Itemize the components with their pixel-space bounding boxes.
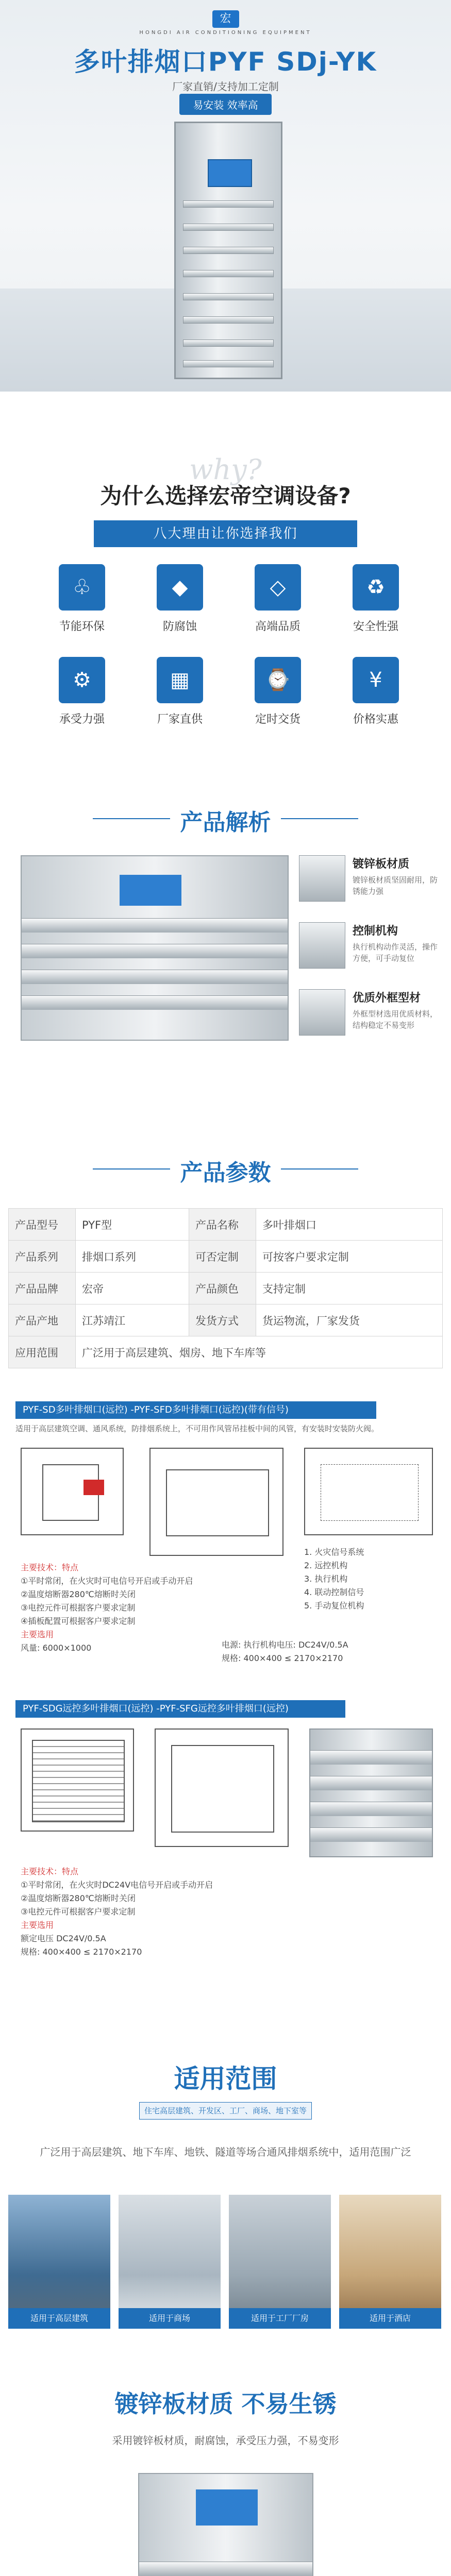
spec-line: 电源: 执行机构电压: DC24V/0.5A — [222, 1640, 348, 1650]
param-key: 应用范围 — [9, 1336, 76, 1368]
application-caption: 适用于商场 — [119, 2308, 221, 2329]
heading-line — [281, 818, 358, 819]
spec-line: 规格: 400×400 ≤ 2170×2170 — [21, 1947, 142, 1957]
brand-subtitle: HONGDI AIR CONDITIONING EQUIPMENT — [139, 30, 312, 36]
blade — [22, 995, 288, 1010]
section-title: 产品参数 — [180, 1160, 271, 1186]
analysis-item — [299, 855, 438, 902]
param-key: 产品型号 — [9, 1209, 76, 1241]
blade — [22, 944, 288, 958]
analysis-item-desc: 外框型材选用优质材料，结构稳定不易变形 — [353, 1009, 438, 1030]
analysis-heading — [0, 804, 451, 837]
table-row — [9, 1209, 443, 1241]
actuator-mark — [83, 1480, 104, 1495]
param-key: 发货方式 — [189, 1304, 256, 1336]
brand-logo: 宏 — [212, 10, 239, 28]
hero-banner — [0, 0, 451, 392]
param-value: 多叶排烟口 — [256, 1209, 442, 1241]
blade — [183, 293, 274, 300]
analysis-item-name: 优质外框型材 — [353, 992, 421, 1005]
advantage-label: 安全性强 — [353, 620, 398, 633]
advantage-label: 节能环保 — [59, 620, 105, 633]
analysis-item-name: 控制机构 — [353, 925, 398, 938]
section-title: 产品解析 — [180, 809, 271, 836]
drawing-frame — [166, 1469, 269, 1536]
spec-line: ④插板配置可根据客户要求定制 — [21, 1616, 136, 1626]
advantage-item — [337, 657, 414, 726]
params-heading — [0, 1154, 451, 1187]
spec-line: 风量: 6000×1000 — [21, 1643, 92, 1653]
advantage-label: 定时交货 — [255, 713, 300, 726]
analysis-item-desc: 镀锌板材质坚固耐用，防锈能力强 — [353, 875, 438, 896]
why-title: 为什么选择宏帝空调设备? — [100, 483, 351, 509]
application-subtitle: 住宅高层建筑、开发区、工厂、商场、地下室等 — [139, 2102, 312, 2120]
model1-legend — [304, 1546, 438, 1613]
application-photo — [8, 2195, 110, 2329]
shield-icon: ◆ — [157, 564, 203, 611]
legend-line: 4. 联动控制信号 — [304, 1587, 364, 1597]
spec-line: ③电控元件可根据客户要求定制 — [21, 1603, 136, 1613]
section-drawing — [155, 1728, 289, 1847]
blade — [183, 200, 274, 208]
spec-line: ②温度熔断器280℃熔断时关闭 — [21, 1893, 136, 1903]
blade — [139, 2562, 312, 2576]
hero-title: 多叶排烟口PYF SDj-YK — [74, 47, 377, 77]
param-value: 支持定制 — [256, 1273, 442, 1304]
product-cabinet-image — [174, 122, 282, 379]
side-view-drawing — [149, 1448, 283, 1556]
hero-tagline: 厂家直销/支持加工定制 — [172, 80, 279, 93]
legend-line: 1. 火灾信号系统 — [304, 1547, 364, 1557]
analysis-detail-image — [299, 989, 345, 1036]
param-value: 排烟口系列 — [76, 1241, 189, 1273]
param-key: 可否定制 — [189, 1241, 256, 1273]
price-icon: ¥ — [353, 657, 399, 703]
param-key: 产品产地 — [9, 1304, 76, 1336]
advantage-item — [141, 564, 219, 634]
application-caption: 适用于工厂厂房 — [229, 2308, 331, 2329]
application-caption: 适用于高层建筑 — [8, 2308, 110, 2329]
blade — [183, 270, 274, 277]
param-value: 江苏靖江 — [76, 1304, 189, 1336]
spec-line: ①平时常闭，在火灾时DC24V电信号开启或手动开启 — [21, 1880, 213, 1890]
advantage-label: 防腐蚀 — [162, 620, 197, 633]
heading-line — [93, 1168, 170, 1170]
application-photo — [339, 2195, 441, 2329]
advantage-label: 高端品质 — [255, 620, 300, 633]
heading-line — [281, 1168, 358, 1170]
param-value: 广泛用于高层建筑、烟房、地下车库等 — [76, 1336, 443, 1368]
model1-spec-list — [21, 1561, 216, 1655]
recycle-icon: ♻ — [353, 564, 399, 611]
analysis-item — [299, 989, 438, 1036]
table-row — [9, 1336, 443, 1368]
advantage-item — [337, 564, 414, 634]
spec-line: 主要选用 — [21, 1920, 54, 1930]
analysis-detail-image — [299, 855, 345, 902]
application-photo — [229, 2195, 331, 2329]
heading-line — [93, 818, 170, 819]
spec-line: 主要技术：特点 — [21, 1563, 79, 1572]
table-row — [9, 1273, 443, 1304]
table-row — [9, 1241, 443, 1273]
spec-line: 主要选用 — [21, 1630, 54, 1639]
param-value: 可按客户要求定制 — [256, 1241, 442, 1273]
model2-photo — [309, 1728, 433, 1857]
control-box — [196, 2489, 258, 2526]
advantage-item — [43, 564, 121, 634]
spec-line: ①平时常闭，在火灾时可电信号开启或手动开启 — [21, 1576, 193, 1586]
control-drawing — [304, 1448, 433, 1535]
legend-line: 5. 手动复位机构 — [304, 1601, 364, 1611]
settings-icon: ⚙ — [59, 657, 105, 703]
why-subtitle-bar: 八大理由让你选择我们 — [94, 520, 357, 547]
control-box — [208, 159, 252, 187]
application-photo — [119, 2195, 221, 2329]
spec-line: 主要技术：特点 — [21, 1867, 79, 1876]
front-view-drawing — [21, 1448, 124, 1535]
advantage-item — [239, 564, 316, 634]
brand-header — [0, 10, 451, 36]
blade — [183, 360, 274, 367]
grille — [32, 1740, 125, 1822]
analysis-product-image — [21, 855, 289, 1041]
delivery-icon: ⌚ — [255, 657, 301, 703]
param-key: 产品名称 — [189, 1209, 256, 1241]
drawing-frame — [321, 1464, 419, 1521]
blade — [183, 224, 274, 231]
table-row — [9, 1304, 443, 1336]
advantage-label: 价格实惠 — [353, 713, 398, 726]
param-value: 宏帝 — [76, 1273, 189, 1304]
hero-badge-row — [0, 94, 451, 115]
analysis-item-desc: 执行机构动作灵活，操作方便，可手动复位 — [353, 942, 438, 963]
legend-line: 2. 远控机构 — [304, 1561, 348, 1570]
blade — [310, 1827, 432, 1842]
blade — [183, 316, 274, 324]
model-title-bar: PYF-SD多叶排烟口(远控) -PYF-SFD多叶排烟口(远控)(带有信号) — [15, 1401, 376, 1419]
model2-spec-list — [21, 1865, 289, 1959]
application-title: 适用范围 — [174, 2064, 277, 2094]
why-heading-bg: why? — [189, 453, 262, 486]
analysis-detail-image — [299, 922, 345, 969]
params-table — [8, 1208, 443, 1368]
analysis-item-name: 镀锌板材质 — [353, 858, 410, 871]
factory-icon: ▦ — [157, 657, 203, 703]
spec-line: 规格: 400×400 ≤ 2170×2170 — [222, 1653, 343, 1663]
spec-line: ②温度熔断器280℃熔断时关闭 — [21, 1589, 136, 1599]
spec-line: ③电控元件可根据客户要求定制 — [21, 1907, 136, 1917]
feature1-image — [138, 2473, 313, 2576]
advantage-label: 厂家直供 — [157, 713, 203, 726]
diamond-icon: ◇ — [255, 564, 301, 611]
advantage-grid — [43, 564, 414, 739]
control-box — [120, 875, 181, 906]
advantage-item — [239, 657, 316, 726]
blade — [310, 1802, 432, 1816]
blade — [310, 1750, 432, 1765]
param-value: PYF型 — [76, 1209, 189, 1241]
analysis-item — [299, 922, 438, 969]
param-key: 产品品牌 — [9, 1273, 76, 1304]
model-title-bar: PYF-SDG远控多叶排烟口(远控) -PYF-SFG远控多叶排烟口(远控) — [15, 1700, 345, 1718]
leaf-icon: ♧ — [59, 564, 105, 611]
feature-desc: 采用镀锌板材质，耐腐蚀，承受压力强，不易变形 — [112, 2434, 339, 2447]
advantage-item — [43, 657, 121, 726]
advantage-item — [141, 657, 219, 726]
application-desc: 广泛用于高层建筑、地下车库、地铁、隧道等场合通风排烟系统中，适用范围广泛 — [40, 2146, 411, 2158]
blade — [183, 340, 274, 347]
blade — [22, 970, 288, 984]
param-key: 产品颜色 — [189, 1273, 256, 1304]
legend-line: 3. 执行机构 — [304, 1574, 348, 1584]
grille-drawing — [21, 1728, 134, 1832]
model1-power — [222, 1638, 438, 1665]
blade — [183, 247, 274, 254]
param-key: 产品系列 — [9, 1241, 76, 1273]
drawing-frame — [171, 1745, 274, 1833]
spec-line: 额定电压 DC24V/0.5A — [21, 1934, 106, 1943]
advantage-label: 承受力强 — [59, 713, 105, 726]
application-caption: 适用于酒店 — [339, 2308, 441, 2329]
blade — [310, 1776, 432, 1790]
hero-badge: 易安装 效率高 — [179, 94, 271, 115]
blade — [22, 918, 288, 933]
model-subtitle: 适用于高层建筑空调、通风系统，防排烟系统上，不可用作风管吊挂板中间的风管，有安装时安装防火阀。 — [15, 1424, 379, 1433]
param-value: 货运物流，厂家发货 — [256, 1304, 442, 1336]
feature-title: 镀锌板材质 不易生锈 — [114, 2390, 337, 2418]
